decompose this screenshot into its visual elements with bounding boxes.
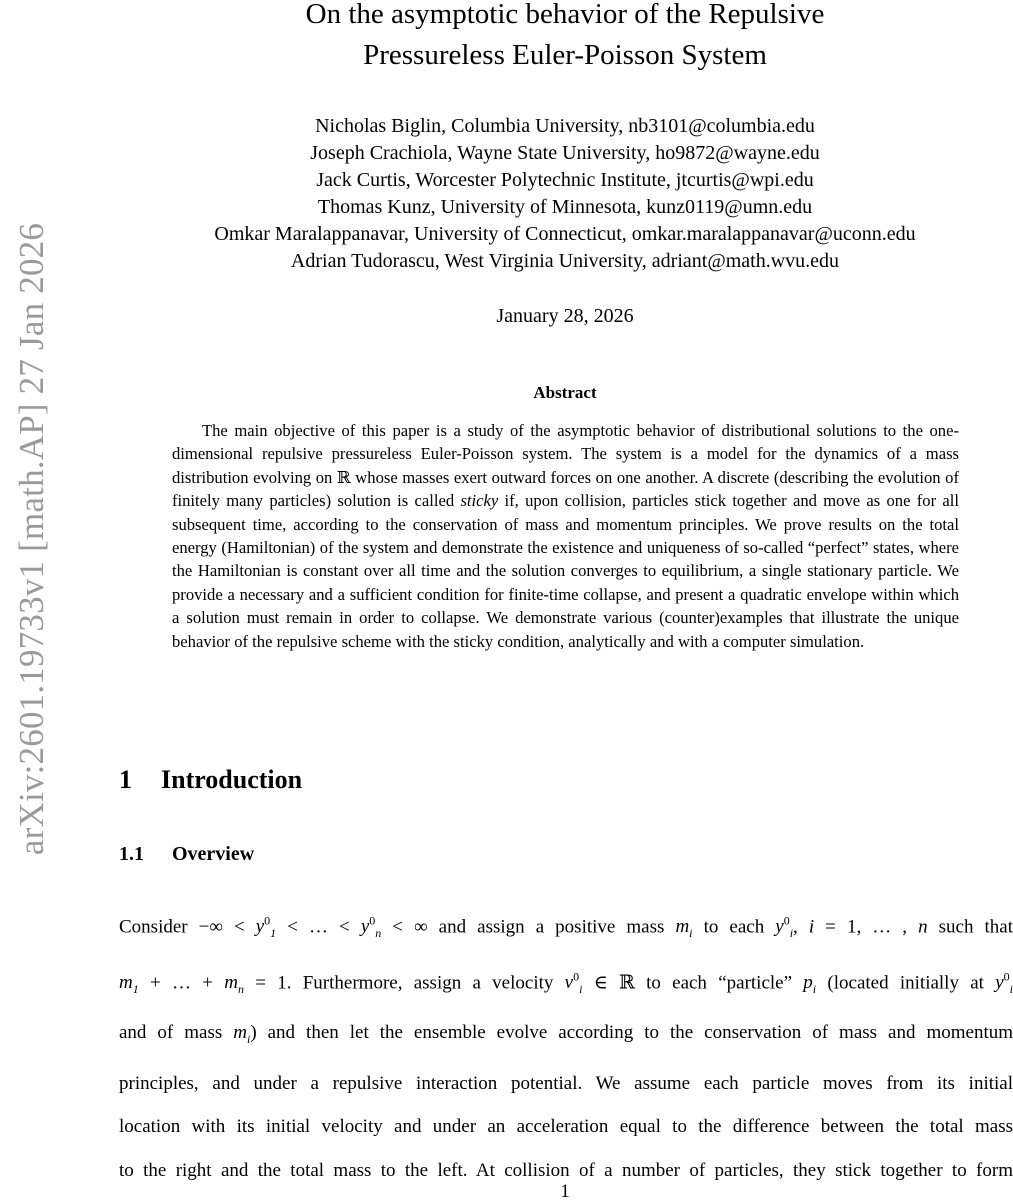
paper-title <box>0 0 1013 76</box>
math-vi-0: $v^0_i$ <box>564 969 583 996</box>
body-line-4: principles, and under a repulsive interaction potential. We assume each particle moves from its initial <box>119 1072 1013 1094</box>
math-y1-0: $y^0_1$ <box>255 914 277 941</box>
math-yi-0-b: $y^0_i$ <box>995 969 1013 996</box>
author-line: Thomas Kunz, University of Minnesota, kunz0119@umn.edu <box>317 196 813 218</box>
abstract-text <box>172 419 959 653</box>
page-number: 1 <box>560 1181 570 1202</box>
body-line-1: Consider −∞ < $y^0_1$ < … < $y^0_n$ < ∞ and assign a positive mass $m_i$ to each $y^0_i$, i = 1, … , n such that <box>119 914 1013 941</box>
body-paragraph <box>119 900 1013 1192</box>
body-line-6: to the right and the total mass to the left. At collision of a number of particles, they stick together to form <box>119 1159 1013 1181</box>
math-m1: $m_1$ <box>119 971 139 996</box>
section-number: 1 <box>119 765 132 794</box>
author-line: Omkar Maralappanavar, University of Connecticut, omkar.maralappanavar@uconn.edu <box>214 223 916 245</box>
title-line-2: Pressureless Euler-Poisson System <box>363 39 767 71</box>
author-line: Jack Curtis, Worcester Polytechnic Institute, jtcurtis@wpi.edu <box>316 169 814 191</box>
abstract-part-2: if, upon collision, particles stick together and move as one for all subsequent time, according to the conservation of mass and momentum principles. We prove results on the total energy (Hamiltonian) of the system and demonstrate the existence and uniqueness of so-called “perfect” states, where the Hamiltonian is constant over all time and the solution converges to equilibrium, a single stationary particle. We provide a necessary and a sufficient condition for finite-time collapse, and present a quadratic envelope within which a solution must remain in order to collapse. We demonstrate various (counter)examples that illustrate the unique behavior of the repulsive scheme with the sticky condition, analytically and with a computer simulation. <box>172 491 959 651</box>
author-list <box>0 113 1013 275</box>
subsection-title: Overview <box>172 843 255 865</box>
math-yi-0: $y^0_i$ <box>775 914 794 941</box>
section-title: Introduction <box>161 765 303 794</box>
math-pi: $p_i$ <box>803 971 817 996</box>
math-mi-b: $m_i$ <box>233 1022 251 1047</box>
title-line-1: On the asymptotic behavior of the Repulsive <box>305 0 825 30</box>
body-line-2: $m_1$ + … + $m_n = 1$. Furthermore, assign a velocity $v^0_i$ ∈ ℝ to each “particle” $p_i$ (located initially at $y^0_i$ <box>119 969 1013 996</box>
subsection-number: 1.1 <box>119 843 144 865</box>
paper-date: January 28, 2026 <box>496 305 634 327</box>
body-line-3: and of mass $m_i$) and then let the ensemble evolve according to the conservation of mass and momentum <box>119 1022 1013 1047</box>
math-mn: $m_n$ <box>224 971 244 996</box>
math-yn-0: $y^0_n$ <box>360 914 382 941</box>
section-heading-introduction <box>119 764 302 796</box>
abstract-sticky-term: sticky <box>460 491 499 511</box>
math-mi: $m_i$ <box>675 916 693 941</box>
body-line-5: location with its initial velocity and under an acceleration equal to the difference between the total mass <box>119 1116 1013 1138</box>
author-line: Adrian Tudorascu, West Virginia University, adriant@math.wvu.edu <box>290 250 840 272</box>
author-line: Nicholas Biglin, Columbia University, nb3101@columbia.edu <box>315 115 815 137</box>
arxiv-sidebar-identifier: arXiv:2601.19733v1 [math.AP] 27 Jan 2026 <box>12 222 51 856</box>
subsection-heading-overview <box>119 841 254 867</box>
author-line: Joseph Crachiola, Wayne State University, ho9872@wayne.edu <box>310 142 820 164</box>
abstract-heading: Abstract <box>533 383 597 402</box>
abstract-part-1: The main objective of this paper is a study of the asymptotic behavior of distributional solutions to the one-dimensional repulsive pressureless Euler-Poisson system. The system is a model for the dynamics of a mass distribution evolving on ℝ whose masses exert outward forces on one another. A discrete (describing the evolution of finitely many particles) solution is called <box>172 421 959 511</box>
